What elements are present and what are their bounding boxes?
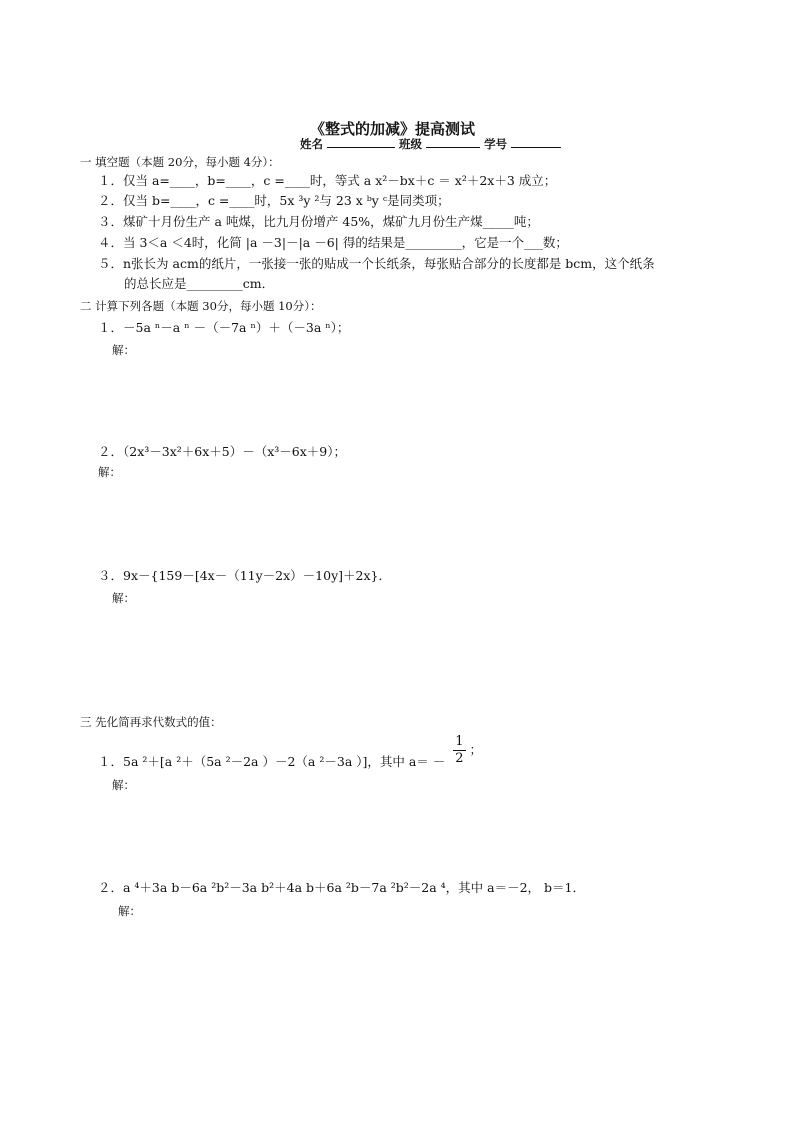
name-field[interactable]: [327, 135, 395, 148]
eval-question-1: [98, 734, 482, 767]
fill-question-5-line-2: 的总长应是_________cm．: [124, 276, 275, 291]
fill-question-3: ３．煤矿十月份生产 a 吨煤，比九月份增产 45%，煤矿九月份生产煤_____吨；: [98, 214, 539, 229]
answer-label: 解：: [112, 778, 135, 792]
fraction-one-half: [453, 734, 465, 767]
calc-question-1: １．－5a ⁿ－a ⁿ －（－7a ⁿ）＋（－3a ⁿ）；: [98, 320, 350, 335]
calc-question-3: ３．9x－{159－[4x－（11y－2x）－10y]＋2x}．: [98, 568, 391, 583]
page-title: 《整式的加减》提高测试: [310, 120, 476, 138]
student-info-header: [300, 135, 561, 152]
id-label: 学号: [484, 137, 508, 151]
answer-label: 解：: [112, 343, 135, 357]
fraction-numerator: 1: [455, 734, 464, 749]
fill-question-2: ２．仅当 b=____，c =____时，5x ³y ²与 23 x ᵇy ᶜ是同类项；: [98, 193, 450, 208]
fill-question-5-line-1: ５．n张长为 acm的纸片，一张接一张的贴成一个长纸条，每张贴合部分的长度都是 bcm，这个纸条: [98, 256, 655, 271]
eval-question-1-end: ；: [469, 742, 483, 757]
eval-question-2: ２．a ⁴＋3a b－6a ²b²－3a b²＋4a b＋6a ²b－7a ²b²－2a ⁴，其中 a＝－2， b＝1．: [98, 880, 585, 895]
calc-question-2: ２．（2x³－3x²＋6x＋5）－（x³－6x＋9）；: [98, 444, 346, 459]
section-3-heading: 三 先化简再求代数式的值：: [80, 715, 222, 729]
answer-label: 解：: [118, 904, 141, 918]
fraction-denominator: 2: [455, 751, 464, 766]
eval-question-1-text: １．5a ²＋[a ²＋（5a ²－2a ）－2（a ²－3a ）]，其中 a＝ －: [98, 754, 446, 769]
fill-question-4: ４．当 3＜a ＜4时，化简 |a －3|－|a －6| 得的结果是_________，它是一个___数；: [98, 235, 568, 250]
name-label: 姓名: [300, 137, 323, 151]
answer-label: 解：: [98, 465, 121, 479]
section-2-heading: 二 计算下列各题（本题 30分，每小题 10分）：: [80, 299, 322, 313]
fill-question-1: １．仅当 a=____，b=____，c =____时，等式 a x²－bx＋c ＝ x²＋2x＋3 成立；: [98, 173, 557, 188]
class-field[interactable]: [426, 135, 480, 148]
answer-label: 解：: [112, 591, 135, 605]
section-1-heading: 一 填空题（本题 20分，每小题 4分）：: [80, 155, 280, 169]
class-label: 班级: [399, 137, 423, 151]
id-field[interactable]: [511, 135, 561, 148]
